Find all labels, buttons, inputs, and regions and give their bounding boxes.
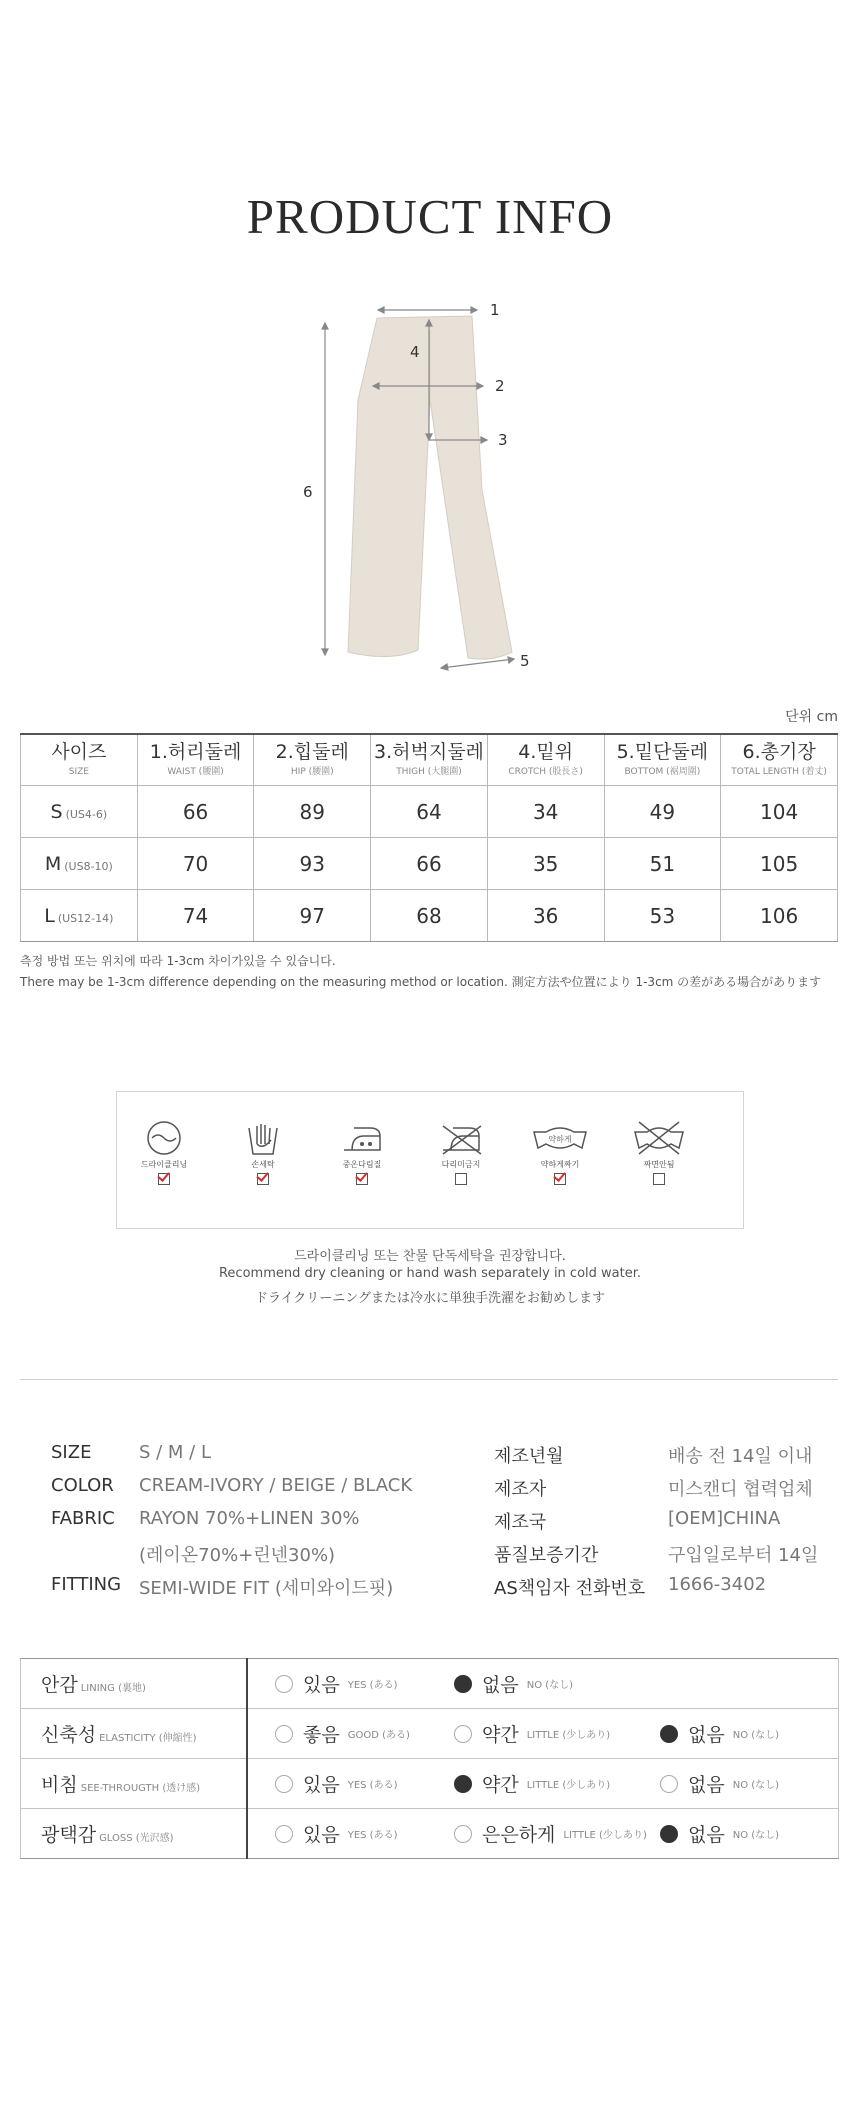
property-label: 비침 SEE-THROUGTH (透け感) — [21, 1759, 248, 1809]
measurement-note-ko: 측정 방법 또는 위치에 따라 1-3cm 차이가있을 수 있습니다. — [20, 954, 336, 968]
table-cell: 66 — [371, 838, 488, 890]
pants-measurement-diagram — [280, 290, 580, 680]
table-cell: 36 — [487, 890, 604, 942]
column-header: 3.허벅지둘레 THIGH (大腿圍) — [371, 734, 488, 786]
option-no: 없음 NO (なし) — [660, 1759, 779, 1808]
column-header: 5.밑단둘레 BOTTOM (裾周圍) — [604, 734, 721, 786]
radio-icon — [454, 1725, 472, 1743]
radio-icon — [454, 1825, 472, 1843]
dimension-label: 1 — [490, 301, 500, 319]
care-instructions-box — [116, 1091, 744, 1229]
hand-wash-icon — [243, 1120, 283, 1156]
option-no: 없음 NO (なし) — [660, 1709, 779, 1758]
section-divider — [20, 1379, 838, 1380]
care-checkbox — [356, 1173, 368, 1185]
property-label: 신축성 ELASTICITY (伸縮性) — [21, 1709, 248, 1759]
no-wring-icon — [633, 1120, 685, 1156]
property-label: 광택감 GLOSS (光沢感) — [21, 1809, 248, 1859]
care-item-iron-medium: 중온다림질 — [327, 1120, 397, 1185]
table-cell: 106 — [721, 890, 838, 942]
size-table — [20, 733, 838, 942]
table-row — [21, 1759, 839, 1809]
table-header-row — [21, 734, 838, 786]
care-item-no-iron: 다리미금지 — [426, 1120, 496, 1185]
table-cell: 66 — [137, 786, 254, 838]
dimension-label: 2 — [495, 377, 505, 395]
care-item-no-wring: 짜면안됨 — [624, 1120, 694, 1185]
table-cell: 68 — [371, 890, 488, 942]
column-header: 사이즈 SIZE — [21, 734, 138, 786]
unit-label: 단위 cm — [785, 709, 838, 725]
table-cell: 51 — [604, 838, 721, 890]
care-item-wring-gently: 약하게 약하게짜기 — [525, 1120, 595, 1185]
spec-row: FITTING SEMI-WIDE FIT (세미와이드핏) AS책임자 전화번호 1666-3402 — [51, 1574, 767, 1599]
option-no: 없음 NO (なし) — [454, 1659, 573, 1708]
radio-icon — [275, 1725, 293, 1743]
radio-selected-icon — [660, 1725, 678, 1743]
table-cell: 89 — [254, 786, 371, 838]
radio-icon — [275, 1775, 293, 1793]
option-little: 약간 LITTLE (少しあり) — [454, 1709, 610, 1758]
spec-row: FABRIC RAYON 70%+LINEN 30% 제조국 [OEM]CHINA — [51, 1508, 781, 1533]
dimension-label: 3 — [498, 431, 508, 449]
table-cell: 53 — [604, 890, 721, 942]
column-header: 4.밑위 CROTCH (股長さ) — [487, 734, 604, 786]
table-cell: 74 — [137, 890, 254, 942]
column-header: 2.힙둘레 HIP (腰圍) — [254, 734, 371, 786]
dimension-label: 4 — [410, 343, 420, 361]
column-header: 6.총기장 TOTAL LENGTH (着丈) — [721, 734, 838, 786]
radio-selected-icon — [454, 1775, 472, 1793]
table-cell: 104 — [721, 786, 838, 838]
wring-gently-icon — [532, 1120, 588, 1156]
table-cell: 93 — [254, 838, 371, 890]
care-note-jp: ドライクリーニングまたは冷水に単独手洗濯をお勧めします — [254, 1291, 606, 1306]
property-label: 안감 LINING (裏地) — [21, 1659, 248, 1709]
page-title: PRODUCT INFO — [246, 189, 614, 244]
care-checkbox — [257, 1173, 269, 1185]
care-note-en: Recommend dry cleaning or hand wash separately in cold water. — [218, 1266, 641, 1281]
size-cell: M (US8-10) — [21, 838, 138, 890]
care-item-dry-clean: 드라이클리닝 — [129, 1120, 199, 1185]
care-note-ko: 드라이클리닝 또는 찬물 단독세탁을 권장합니다. — [294, 1249, 566, 1264]
column-header: 1.허리둘레 WAIST (腰圍) — [137, 734, 254, 786]
wring-gently-icon-text: 약하게 — [548, 1135, 572, 1144]
table-cell: 70 — [137, 838, 254, 890]
care-checkbox — [158, 1173, 170, 1185]
radio-icon — [275, 1675, 293, 1693]
option-yes: 있음 YES (ある) — [275, 1759, 397, 1808]
dimension-label: 5 — [520, 652, 530, 670]
table-row — [21, 1659, 839, 1709]
dimension-label: 6 — [303, 483, 313, 501]
spec-row: SIZE S / M / L 제조년월 배송 전 14일 이내 — [51, 1442, 813, 1467]
dry-clean-icon — [144, 1120, 184, 1156]
option-no: 없음 NO (なし) — [660, 1809, 779, 1858]
size-cell: L (US12-14) — [21, 890, 138, 942]
iron-medium-icon — [340, 1120, 384, 1156]
option-yes: 있음 YES (ある) — [275, 1809, 397, 1858]
table-cell: 105 — [721, 838, 838, 890]
table-row — [21, 1709, 839, 1759]
table-row — [21, 786, 838, 838]
radio-icon — [660, 1775, 678, 1793]
care-checkbox — [653, 1173, 665, 1185]
table-cell: 97 — [254, 890, 371, 942]
care-checkbox — [455, 1173, 467, 1185]
table-cell: 64 — [371, 786, 488, 838]
option-good: 좋음 GOOD (ある) — [275, 1709, 410, 1758]
no-iron-icon — [439, 1120, 483, 1156]
fabric-property-table — [20, 1658, 839, 1859]
radio-selected-icon — [454, 1675, 472, 1693]
spec-row: COLOR CREAM-IVORY / BEIGE / BLACK 제조자 미스캔디 협력업체 — [51, 1475, 813, 1500]
care-item-hand-wash: 손세탁 — [228, 1120, 298, 1185]
spec-row: (레이온70%+린넨30%) 품질보증기간 구입일로부터 14일 — [139, 1545, 819, 1566]
table-cell: 34 — [487, 786, 604, 838]
table-row — [21, 838, 838, 890]
radio-icon — [275, 1825, 293, 1843]
table-row — [21, 890, 838, 942]
option-little: 은은하게 LITTLE (少しあり) — [454, 1809, 647, 1858]
size-cell: S (US4-6) — [21, 786, 138, 838]
radio-selected-icon — [660, 1825, 678, 1843]
care-checkbox — [554, 1173, 566, 1185]
table-cell: 35 — [487, 838, 604, 890]
table-row — [21, 1809, 839, 1859]
measurement-note-en: There may be 1-3cm difference depending on the measuring method or location. 測定方法や位置により 1-3cm の差がある場合があります — [20, 975, 822, 989]
option-yes: 있음 YES (ある) — [275, 1659, 397, 1708]
table-cell: 49 — [604, 786, 721, 838]
option-little: 약간 LITTLE (少しあり) — [454, 1759, 610, 1808]
